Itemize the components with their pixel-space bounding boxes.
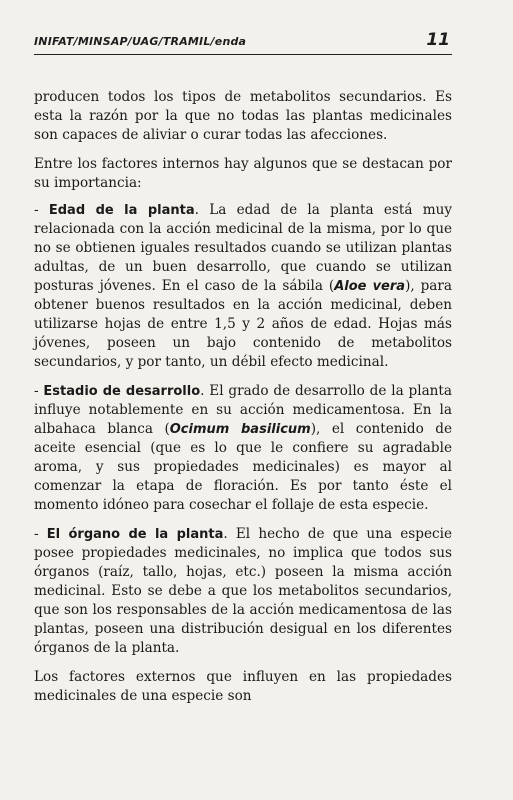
list-dash: - <box>34 526 47 542</box>
list-dash: - <box>34 202 49 218</box>
paragraph-internal-factors: Entre los factores internos hay algunos que se destacan por su importancia: <box>34 156 452 191</box>
paragraph-development-stage <box>34 382 452 515</box>
paragraph-text: . El hecho de que una especie posee propiedades medicinales, no implica que todos sus órganos (raíz, tallo, hojas, etc.) poseen la misma acción medicinal. Esto se debe a que los metabolitos secundarios, que son los responsables de la acción medicamentosa de las plantas, poseen una distribución desigual en los diferentes órganos de la planta. <box>34 526 452 656</box>
scientific-name-ocimum-basilicum: Ocimum basilicum <box>169 422 311 437</box>
paragraph-plant-age <box>34 201 452 372</box>
term-plant-age: Edad de la planta <box>48 203 195 218</box>
paragraph-text: . La edad de la planta está muy relacionada con la acción medicinal de la misma, por lo que no se obtienen iguales resultados cuando se utilizan plantas adultas, de un buen desarrollo, que cuando se utilizan posturas jóvenes. En el caso de la sábila ( <box>34 202 453 294</box>
paragraph-external-factors: Los factores externos que influyen en las propiedades medicinales de una especie son <box>34 669 452 704</box>
paragraph-text: ), el contenido de aceite esencial (que es lo que le confiere su agradable aroma, y sus propiedades medicinales) es mayor al comenzar la etapa de floración. Es por tanto éste el momento idóneo para cosechar el follaje de esta especie. <box>34 421 452 513</box>
term-plant-organ: El órgano de la planta <box>46 527 224 542</box>
list-dash: - <box>34 383 44 399</box>
paragraph-text: . El grado de desarrollo de la planta influye notablemente en su acción medicamentosa. En la albahaca blanca ( <box>34 383 453 437</box>
header-source: INIFAT/MINSAP/UAG/TRAMIL/enda <box>34 35 247 48</box>
paragraph-plant-organ <box>34 525 452 658</box>
running-header <box>34 30 452 55</box>
paragraph-text: ), para obtener buenos resultados en la acción medicinal, deben utilizarse hojas de entre 1,5 y 2 años de edad. Hojas más jóvenes, poseen un bajo contenido de metabolitos secundarios, y por tanto, un débil efecto medicinal. <box>34 278 453 370</box>
paragraph-intro: producen todos los tipos de metabolitos secundarios. Es esta la razón por la que no todas las plantas medicinales son capaces de aliviar o curar todas las afecciones. <box>34 89 452 143</box>
body-text <box>34 88 452 716</box>
term-development-stage: Estadio de desarrollo <box>43 384 201 399</box>
scientific-name-aloe-vera: Aloe vera <box>334 279 406 294</box>
page-number: 11 <box>426 30 450 50</box>
